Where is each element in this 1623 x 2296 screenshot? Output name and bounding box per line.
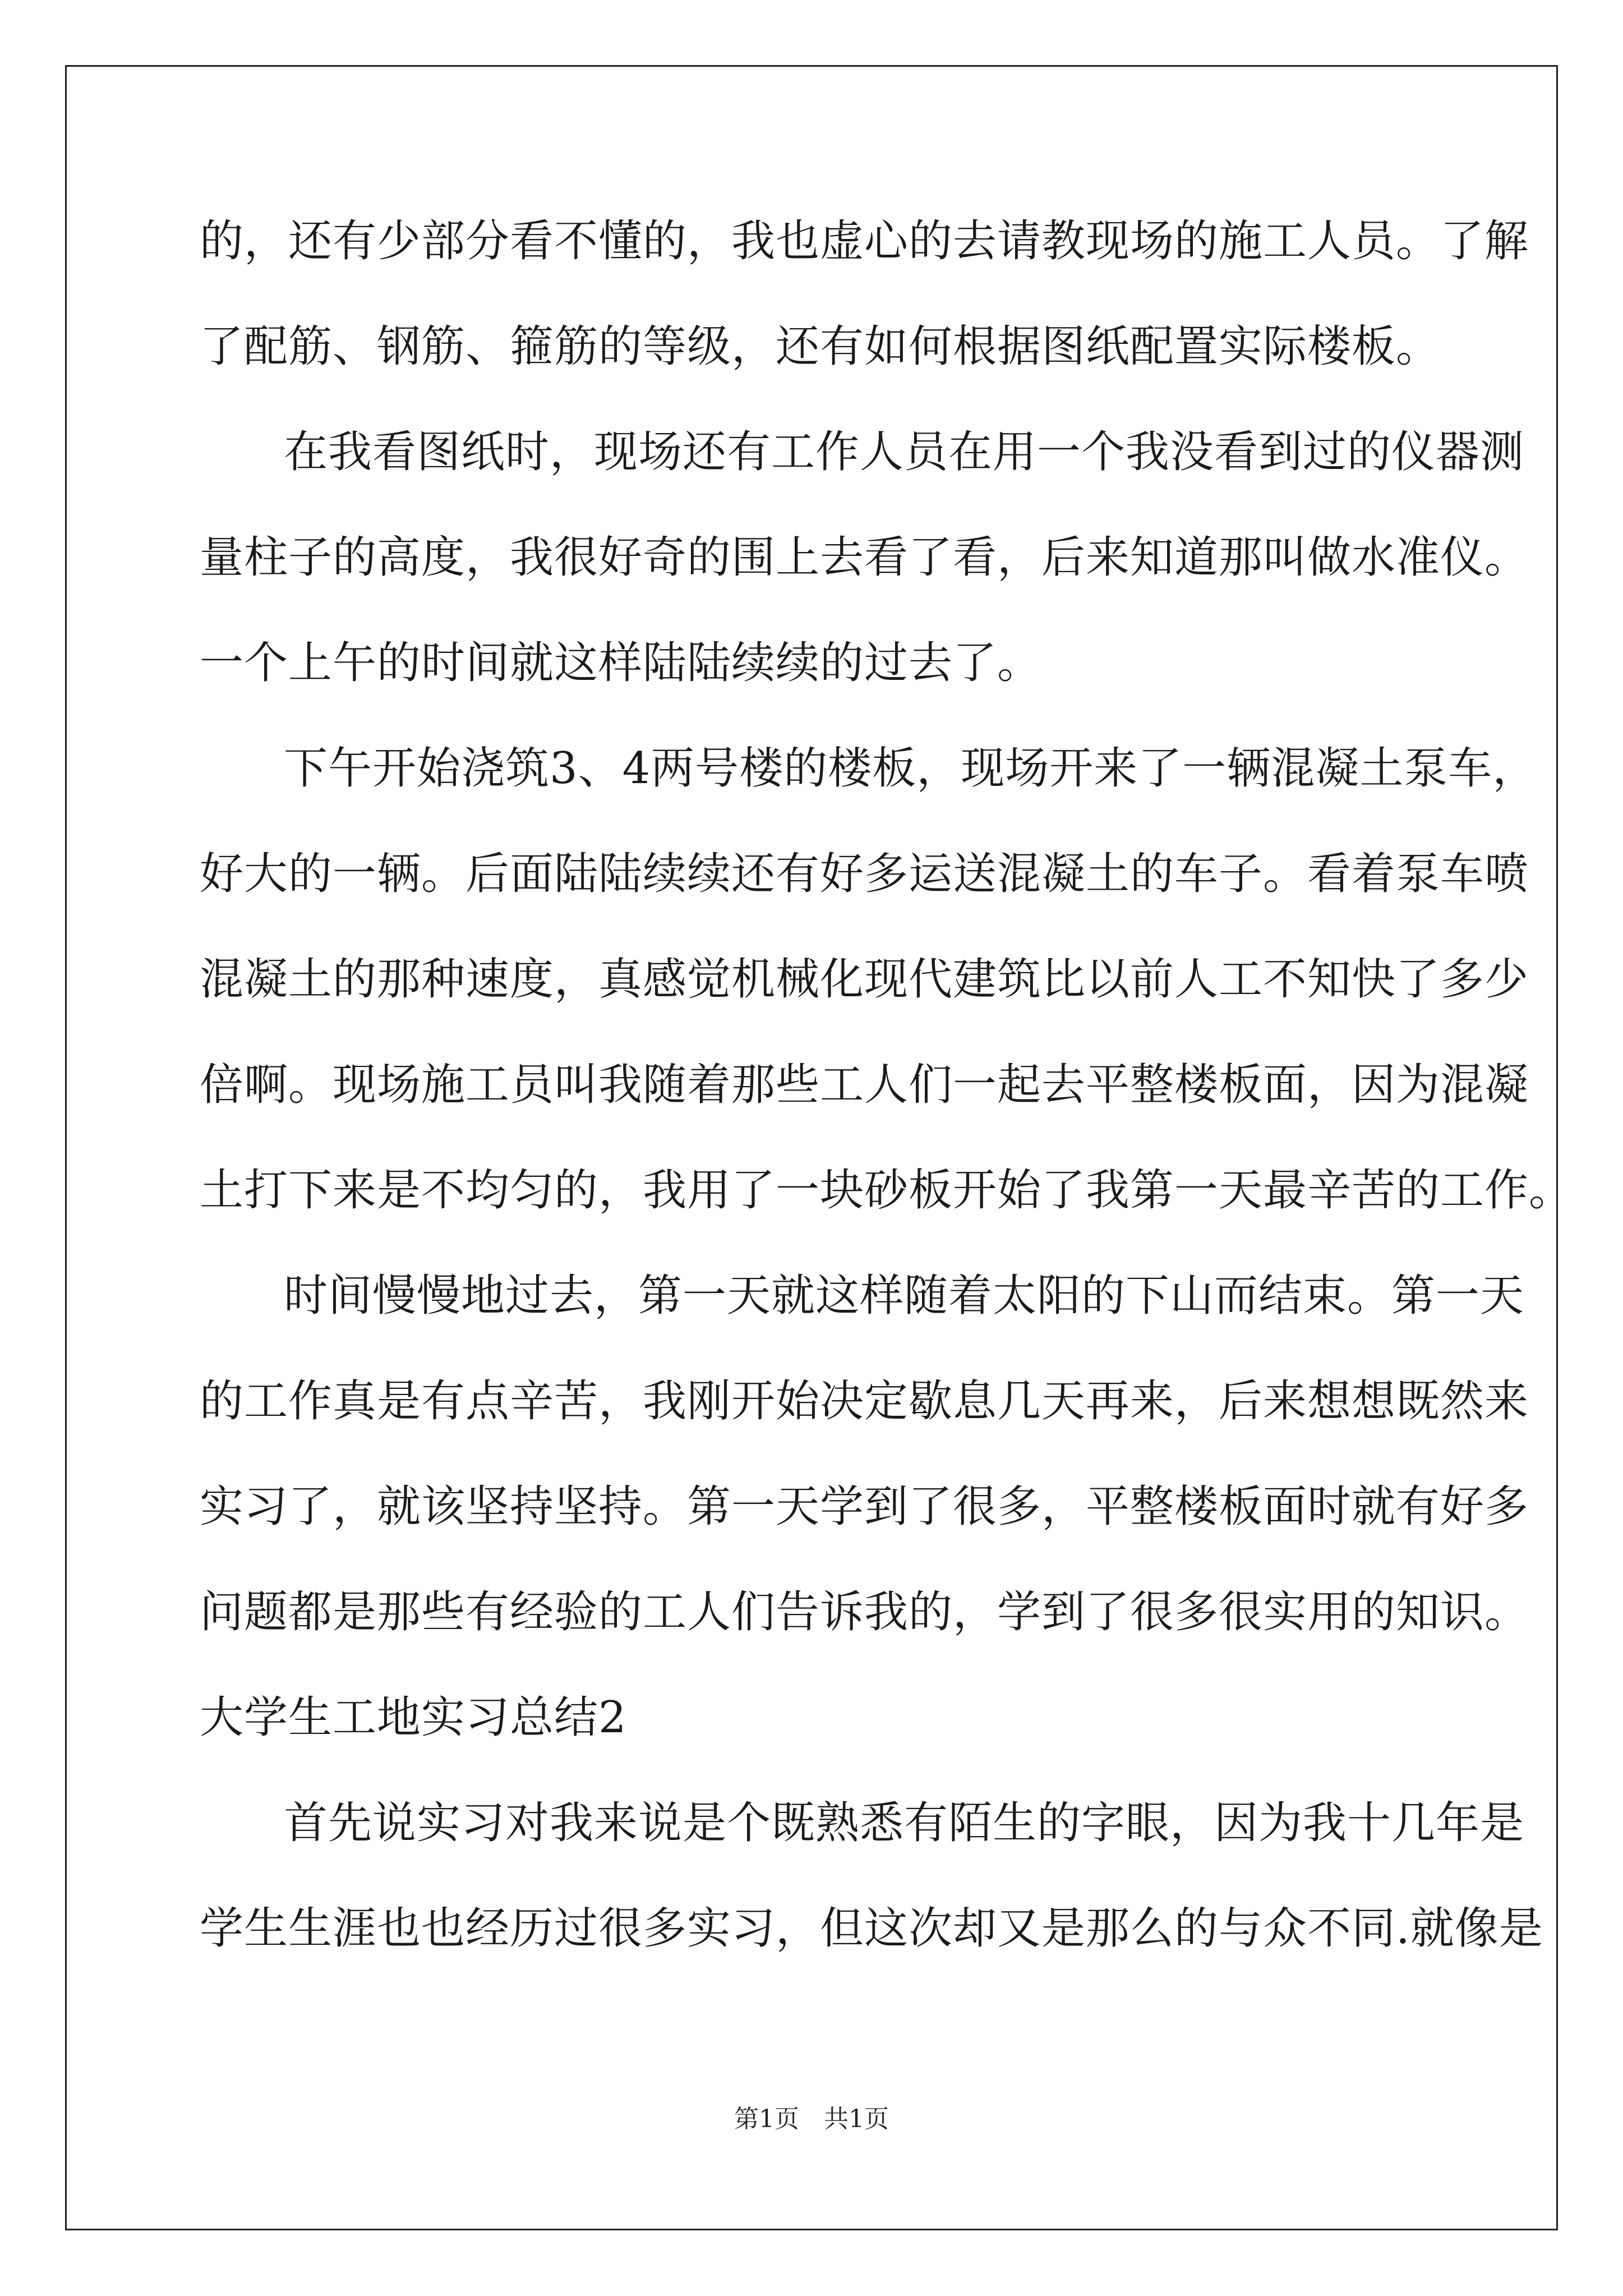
section-heading: 大学生工地实习总结2 [200,1692,627,1743]
text-line: 土打下来是不均匀的，我用了一块砂板开始了我第一天最辛苦的工作。 [200,1165,1574,1216]
text-line: 量柱子的高度，我很好奇的围上去看了看，后来知道那叫做水准仪。 [200,532,1529,583]
text-line: 倍啊。现场施工员叫我随着那些工人们一起去平整楼板面，因为混凝 [200,1060,1529,1110]
text-line: 的，还有少部分看不懂的，我也虚心的去请教现场的施工人员。了解 [200,216,1529,266]
text-line: 好大的一辆。后面陆陆续续还有好多运送混凝土的车子。看着泵车喷 [200,849,1529,899]
paragraph-start-line: 下午开始浇筑3、4两号楼的楼板，现场开来了一辆混凝土泵车， [284,743,1537,794]
paragraph-start-line: 首先说实习对我来说是个既熟悉有陌生的字眼，因为我十几年是 [284,1798,1525,1848]
page-total: 共1页 [824,2105,889,2133]
text-line: 了配筋、钢筋、箍筋的等级，还有如何根据图纸配置实际楼板。 [200,321,1441,372]
text-line: 混凝土的那种速度，真感觉机械化现代建筑比以前人工不知快了多少 [200,954,1529,1005]
paragraph-start-line: 时间慢慢地过去，第一天就这样随着太阳的下山而结束。第一天 [284,1271,1525,1321]
text-line: 实习了，就该坚持坚持。第一天学到了很多，平整楼板面时就有好多 [200,1481,1529,1532]
paragraph-start-line: 在我看图纸时，现场还有工作人员在用一个我没看到过的仪器测 [284,427,1525,477]
page-footer [0,2102,1623,2136]
text-line: 一个上午的时间就这样陆陆续续的过去了。 [200,638,1042,688]
text-line: 学生生涯也也经历过很多实习，但这次却又是那么的与众不同.就像是 [200,1903,1543,1954]
page-number: 第1页 [734,2105,799,2133]
text-line: 问题都是那些有经验的工人们告诉我的，学到了很多很实用的知识。 [200,1587,1529,1637]
text-line: 的工作真是有点辛苦，我刚开始决定歇息几天再来，后来想想既然来 [200,1376,1529,1427]
